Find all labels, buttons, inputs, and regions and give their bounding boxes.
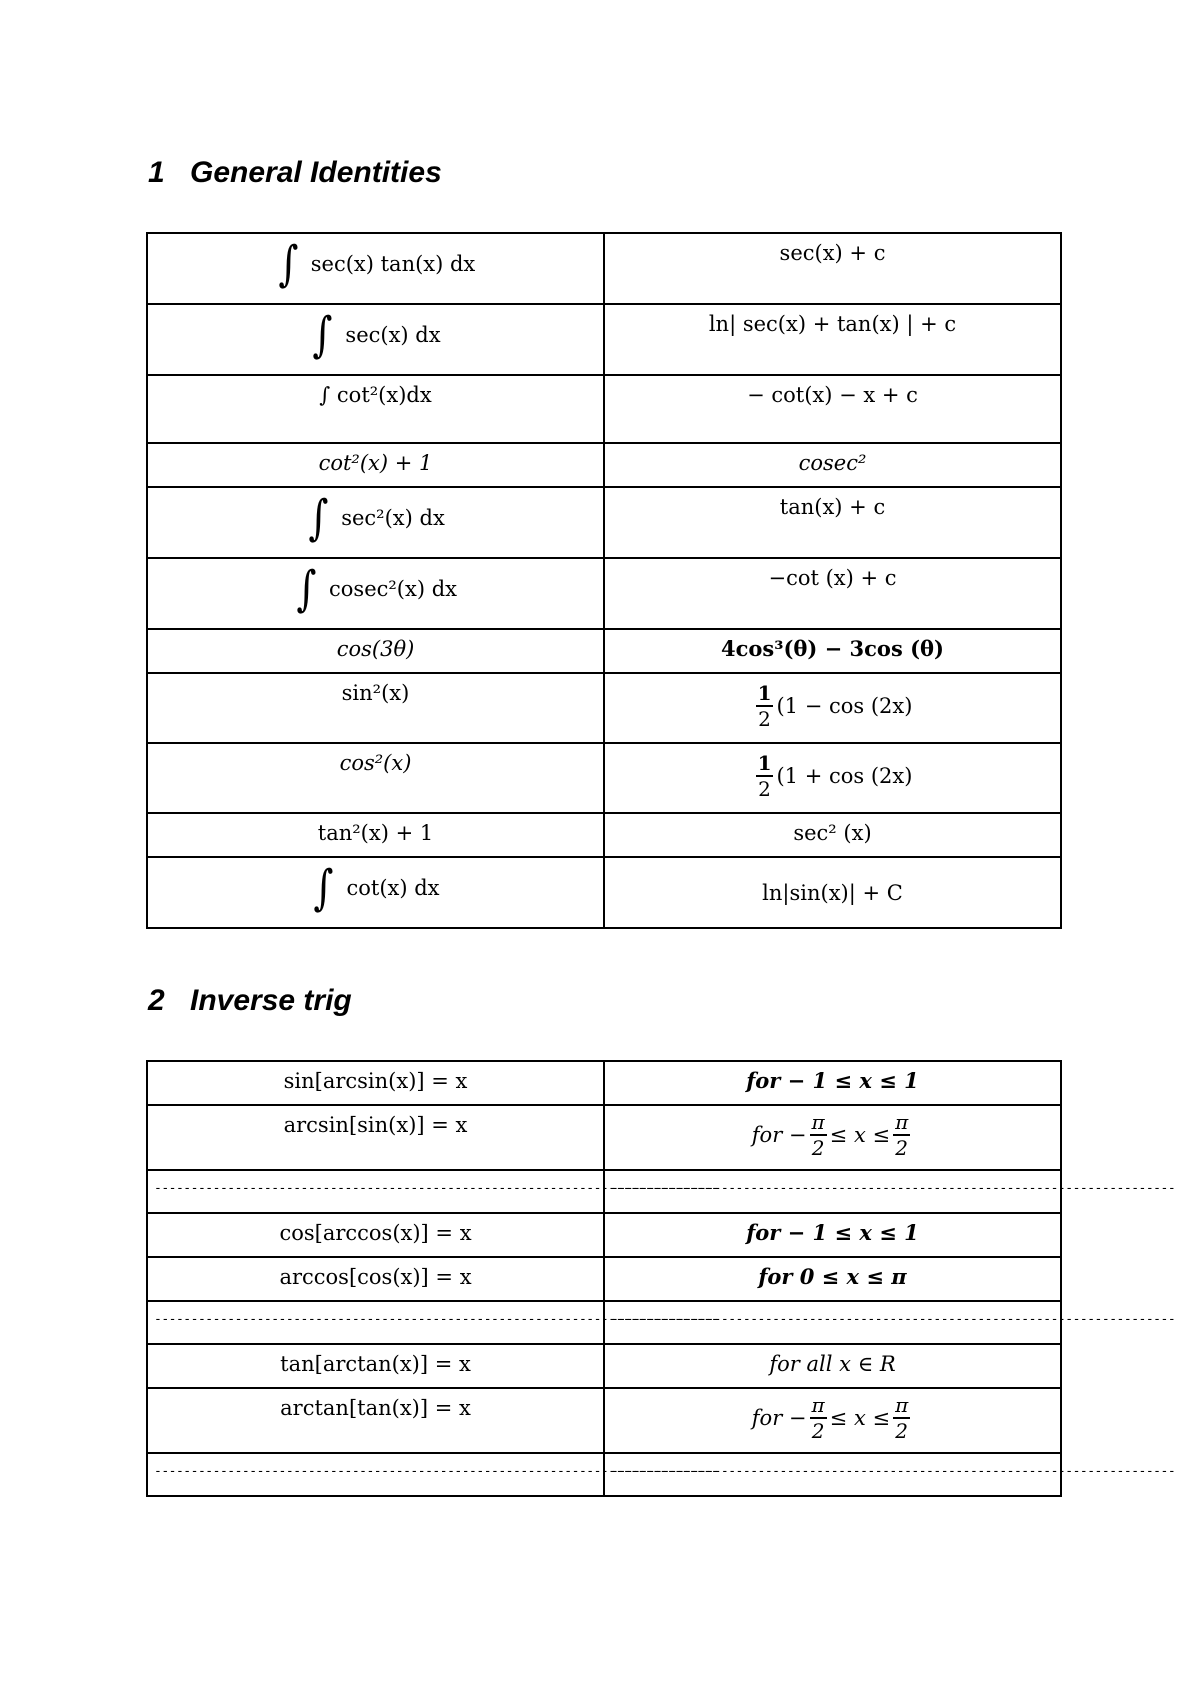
identity-cell — [147, 487, 604, 558]
integral-sign: ∫ — [278, 236, 299, 292]
integral-sign: ∫ — [296, 561, 317, 617]
identity-cell: tan²(x) + 1 — [147, 813, 604, 857]
integrand: cot(x) dx — [346, 875, 440, 900]
domain-cell: for − 1 ≤ x ≤ 1 — [604, 1061, 1061, 1105]
numerator: 1 — [757, 681, 772, 705]
separator-row — [147, 1453, 1061, 1496]
separator-line: ----------------------------------------------------------------------------- — [604, 1170, 1061, 1213]
section-1-heading — [148, 156, 442, 190]
separator-line: ----------------------------------------------------------------------------- — [147, 1301, 604, 1344]
identity-cell: cos²(x) — [147, 743, 604, 813]
denominator: 2 — [811, 1136, 825, 1160]
numerator: 1 — [757, 751, 772, 775]
domain-cell: for 0 ≤ x ≤ π — [604, 1257, 1061, 1301]
section-title: General Identities — [190, 156, 442, 189]
identity-cell: sin²(x) — [147, 673, 604, 743]
separator-line: ----------------------------------------------------------------------------- — [147, 1170, 604, 1213]
table-row — [147, 558, 1061, 629]
domain-middle: ≤ x ≤ — [829, 1405, 891, 1430]
table-row — [147, 743, 1061, 813]
result-cell: sec(x) + c — [604, 233, 1061, 304]
identity-cell: arctan[tan(x)] = x — [147, 1388, 604, 1453]
integrand: sec²(x) dx — [341, 505, 445, 530]
denominator: 2 — [758, 777, 771, 801]
domain-cell: for all x ∈ R — [604, 1344, 1061, 1388]
result-cell: −cot (x) + c — [604, 558, 1061, 629]
domain-cell: for − 1 ≤ x ≤ 1 — [604, 1213, 1061, 1257]
section-2-heading — [148, 984, 352, 1018]
fraction — [756, 753, 774, 799]
denominator: 2 — [895, 1419, 908, 1443]
identity-cell: ∫ cot²(x)dx — [147, 375, 604, 443]
numerator: π — [895, 1110, 909, 1134]
section-number: 1 — [148, 156, 165, 189]
numerator: π — [811, 1110, 825, 1134]
integral-sign: ∫ — [313, 860, 334, 916]
table-row — [147, 857, 1061, 928]
table-row — [147, 1213, 1061, 1257]
integrand: sec(x) dx — [345, 322, 441, 347]
identity-cell: sin[arcsin(x)] = x — [147, 1061, 604, 1105]
table-row — [147, 1061, 1061, 1105]
identity-cell — [147, 857, 604, 928]
identity-cell: arcsin[sin(x)] = x — [147, 1105, 604, 1170]
fraction — [756, 683, 774, 729]
table-row — [147, 487, 1061, 558]
table-row — [147, 1257, 1061, 1301]
denominator: 2 — [758, 707, 771, 731]
denominator: 2 — [811, 1419, 825, 1443]
fraction — [810, 1112, 827, 1158]
table-row — [147, 1344, 1061, 1388]
expression: (1 − cos (2x) — [776, 693, 913, 718]
table-row — [147, 813, 1061, 857]
separator-line: ----------------------------------------------------------------------------- — [147, 1453, 604, 1496]
result-cell — [604, 743, 1061, 813]
result-cell — [604, 673, 1061, 743]
integrand: cosec²(x) dx — [329, 576, 457, 601]
table-row — [147, 673, 1061, 743]
separator-row — [147, 1301, 1061, 1344]
identity-cell: arccos[cos(x)] = x — [147, 1257, 604, 1301]
separator-row — [147, 1170, 1061, 1213]
section-title: Inverse trig — [190, 984, 352, 1017]
integral-sign: ∫ — [312, 307, 333, 363]
table-row — [147, 1105, 1061, 1170]
identity-cell — [147, 558, 604, 629]
expression: (1 + cos (2x) — [776, 763, 913, 788]
identity-cell — [147, 233, 604, 304]
result-cell: cosec² — [604, 443, 1061, 487]
numerator: π — [811, 1393, 825, 1417]
domain-prefix: for − — [751, 1405, 807, 1430]
fraction — [810, 1395, 827, 1441]
identity-cell: tan[arctan(x)] = x — [147, 1344, 604, 1388]
inverse-trig-table — [146, 1060, 1176, 1497]
domain-middle: ≤ x ≤ — [829, 1122, 891, 1147]
table-row — [147, 443, 1061, 487]
result-cell: ln|sin(x)| + C — [604, 857, 1061, 928]
general-identities-table — [146, 232, 1062, 929]
denominator: 2 — [895, 1136, 908, 1160]
table-row — [147, 629, 1061, 673]
result-cell: tan(x) + c — [604, 487, 1061, 558]
domain-cell — [604, 1105, 1061, 1170]
result-cell: − cot(x) − x + c — [604, 375, 1061, 443]
numerator: π — [895, 1393, 909, 1417]
identity-cell: cos[arccos(x)] = x — [147, 1213, 604, 1257]
table-row — [147, 1388, 1061, 1453]
fraction — [893, 1395, 910, 1441]
separator-line: ----------------------------------------------------------------------------- — [604, 1301, 1061, 1344]
table-row — [147, 375, 1061, 443]
integral-sign: ∫ — [308, 490, 329, 546]
fraction — [893, 1112, 910, 1158]
result-cell: ln| sec(x) + tan(x) | + c — [604, 304, 1061, 375]
integrand: sec(x) tan(x) dx — [310, 251, 476, 276]
result-cell: 4cos³(θ) − 3cos (θ) — [604, 629, 1061, 673]
table-row — [147, 304, 1061, 375]
separator-line: ----------------------------------------------------------------------------- — [604, 1453, 1061, 1496]
identity-cell: cos(3θ) — [147, 629, 604, 673]
domain-prefix: for − — [751, 1122, 807, 1147]
table-row — [147, 233, 1061, 304]
domain-cell — [604, 1388, 1061, 1453]
identity-cell — [147, 304, 604, 375]
section-number: 2 — [148, 984, 165, 1017]
result-cell: sec² (x) — [604, 813, 1061, 857]
identity-cell: cot²(x) + 1 — [147, 443, 604, 487]
